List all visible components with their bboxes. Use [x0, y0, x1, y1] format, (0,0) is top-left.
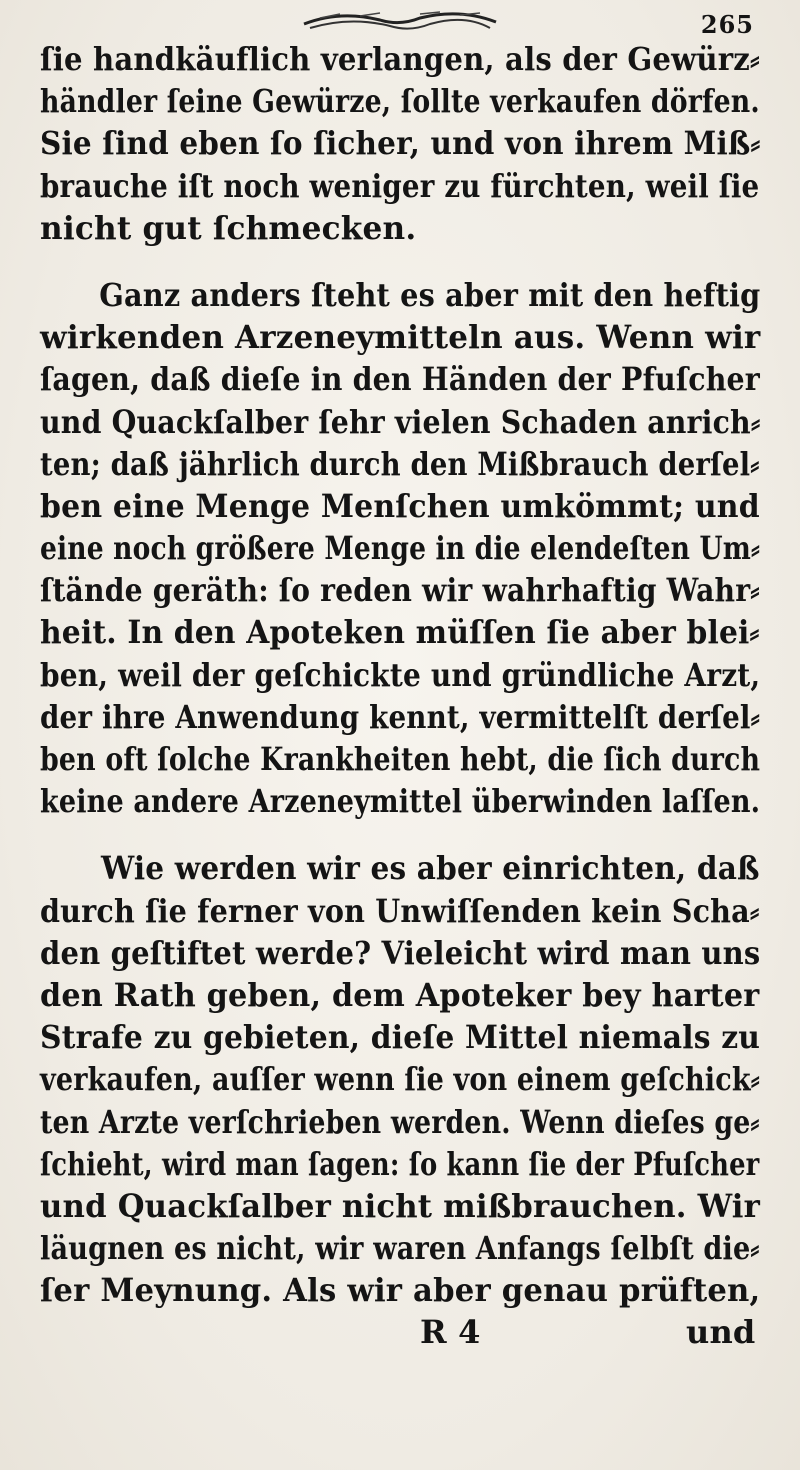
text-line: ben, weil der geſchickte und gründliche Arzt,: [40, 655, 761, 694]
paragraph-1: [40, 38, 780, 249]
text-line: den Rath geben, dem Apoteker bey harter: [40, 975, 760, 1014]
text-line: ben eine Menge Menſchen umkömmt; und: [40, 486, 760, 525]
text-line: durch ſie ferner von Unwiſſenden kein Scha⸗: [40, 891, 760, 930]
text-body: [40, 38, 780, 1354]
text-line: ten Arzte verſchrieben werden. Wenn dieſes ge⸗: [40, 1102, 760, 1141]
text-line: verkaufen, auſſer wenn ſie von einem geſchick⸗: [40, 1060, 760, 1099]
text-line: ſer Meynung. Als wir aber genau prüften,: [40, 1271, 761, 1310]
text-line: Strafe zu gebieten, dieſe Mittel niemals zu: [40, 1018, 761, 1057]
text-line: läugnen es nicht, wir waren Anfangs ſelbſt die⸗: [40, 1229, 760, 1268]
text-line: und Quackſalber nicht mißbrauchen. Wir: [40, 1186, 761, 1225]
paragraph-2: [40, 274, 780, 822]
text-line: ſagen, daß dieſe in den Händen der Pfuſcher: [40, 360, 760, 399]
page-footer: [40, 1311, 780, 1353]
page-number: 265: [700, 10, 754, 39]
ornament-header-band: [300, 6, 500, 36]
text-line: brauche iſt noch weniger zu fürchten, weil ſie: [40, 166, 760, 205]
signature-mark: R 4: [420, 1313, 481, 1352]
text-line: ſie handkäuflich verlangen, als der Gewürz⸗: [40, 40, 760, 78]
catchword: und: [686, 1313, 756, 1352]
text-line: händler ſeine Gewürze, ſollte verkaufen dörfen.: [40, 82, 760, 121]
text-line: heit. In den Apoteken müſſen ſie aber blei⸗: [40, 613, 760, 652]
text-line: ben oft ſolche Krankheiten hebt, die ſich durch: [40, 740, 761, 778]
text-line: der ihre Anwendung kennt, vermittelſt derſel⸗: [40, 697, 761, 736]
text-line: keine andere Arzeneymittel überwinden laſſen.: [40, 782, 761, 821]
text-line: und Quackſalber ſehr vielen Schaden anrich⸗: [40, 402, 761, 441]
text-line: Sie ſind eben ſo ſicher, und von ihrem Miß⸗: [40, 124, 761, 163]
text-line: Ganz anders ſteht es aber mit den heftig: [99, 275, 761, 314]
text-line: ten; daß jährlich durch den Mißbrauch derſel⸗: [40, 444, 760, 483]
text-line: den geſtiftet werde? Vieleicht wird man uns: [40, 933, 761, 972]
text-line: nicht gut ſchmecken.: [40, 208, 417, 247]
text-line: wirkenden Arzeneymitteln aus. Wenn wir: [40, 318, 761, 357]
text-line: ſtände geräth: ſo reden wir wahrhaftig Wahr⸗: [40, 571, 760, 610]
paragraph-3: [40, 847, 780, 1311]
text-line: Wie werden wir es aber einrichten, daß: [100, 849, 760, 888]
text-line: eine noch größere Menge in die elendeſten Um⸗: [40, 529, 760, 568]
text-line: ſchieht, wird man ſagen: ſo kann ſie der Pfuſcher: [40, 1144, 760, 1183]
